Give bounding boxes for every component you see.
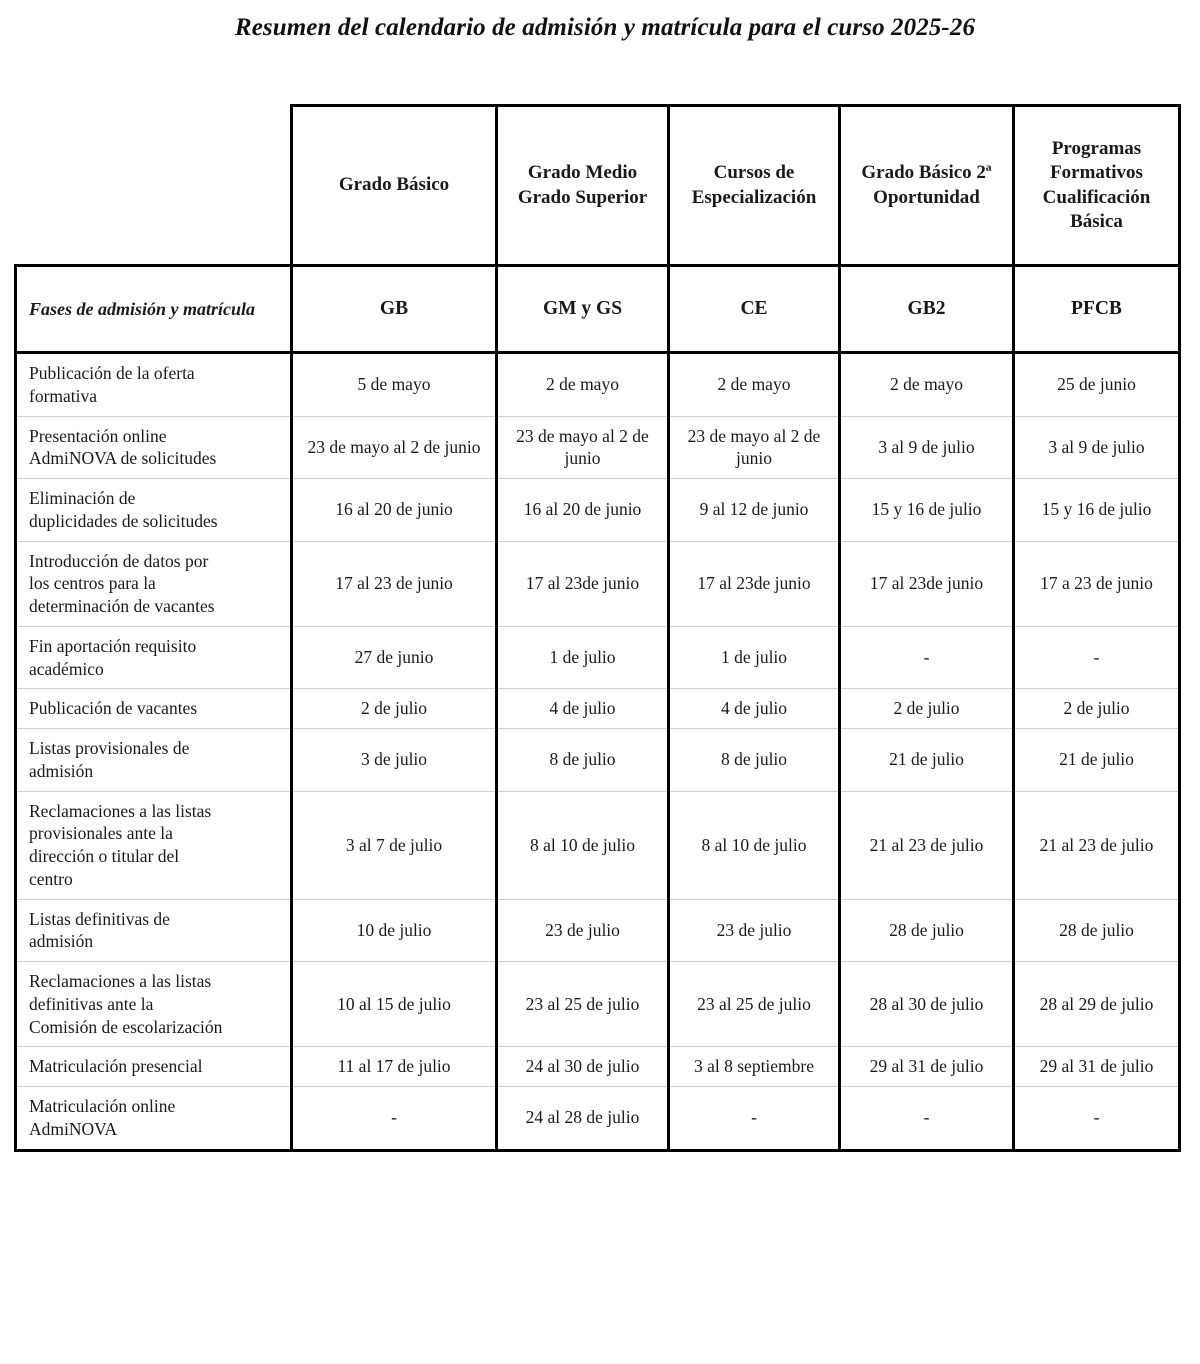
row-label-line: admisión [29, 760, 94, 781]
cell-gb: 10 de julio [292, 899, 497, 962]
row-label-line: Reclamaciones a las listas [29, 971, 212, 991]
cell-pfcb: 21 al 23 de julio [1014, 791, 1180, 899]
row-label [16, 416, 292, 479]
cell-gb: 3 al 7 de julio [292, 791, 497, 899]
row-label-line: Eliminación de [29, 488, 136, 508]
table-row [16, 479, 1180, 542]
col-header-line: Cualificación [1042, 186, 1151, 208]
row-label-line: académico [29, 658, 104, 679]
cell-ce: 2 de mayo [669, 353, 840, 417]
cell-gb: 3 de julio [292, 729, 497, 792]
cell-gb2: 29 al 31 de julio [840, 1047, 1014, 1087]
cell-ce: 23 de julio [669, 899, 840, 962]
cell-gb: 5 de mayo [292, 353, 497, 417]
abbrev-header-gb2: GB2 [840, 266, 1014, 353]
table-row [16, 353, 1180, 417]
row-label-line: Listas definitivas de [29, 908, 170, 929]
cell-gmgs: 24 al 30 de julio [497, 1047, 669, 1087]
cell-gb2: 21 al 23 de julio [840, 791, 1014, 899]
row-label [16, 962, 292, 1047]
cell-gb: 17 al 23 de junio [292, 541, 497, 626]
col-header-line: Cursos de [713, 162, 795, 184]
abbrev-header-pfcb: PFCB [1014, 266, 1180, 353]
table-row [16, 416, 1180, 479]
cell-gmgs: 16 al 20 de junio [497, 479, 669, 542]
cell-pfcb: 25 de junio [1014, 353, 1180, 417]
row-label-line: Introducción de datos por [29, 550, 209, 571]
table-row [16, 1047, 1180, 1087]
cell-gmgs: 8 al 10 de julio [497, 791, 669, 899]
cell-gb: 2 de julio [292, 689, 497, 729]
col-header-line: Grado Medio [527, 162, 638, 184]
row-label-line: centro [29, 868, 73, 889]
col-header-line: Grado Básico 2ª [861, 162, 992, 184]
col-header-line: Grado Superior [517, 186, 648, 208]
row-label-line: Publicación de vacantes [29, 698, 198, 719]
cell-gmgs: 2 de mayo [497, 353, 669, 417]
cell-ce: 23 de mayo al 2 de junio [669, 416, 840, 479]
cell-ce: 8 de julio [669, 729, 840, 792]
column-header-fases: Fases de admisión y matrícula [16, 266, 292, 353]
cell-pfcb: 21 de julio [1014, 729, 1180, 792]
cell-ce: 3 al 8 septiembre [669, 1047, 840, 1087]
cell-gb2: 21 de julio [840, 729, 1014, 792]
row-label-line: Listas provisionales de [29, 738, 190, 758]
cell-gb: - [292, 1087, 497, 1151]
row-label-line: definitivas ante la [29, 993, 154, 1014]
cell-ce: 8 al 10 de julio [669, 791, 840, 899]
cell-gb2: 2 de julio [840, 689, 1014, 729]
row-label [16, 689, 292, 729]
row-label [16, 1087, 292, 1151]
col-header-line: Básica [1070, 210, 1123, 232]
column-header-cursos-especializacion [669, 106, 840, 266]
row-label [16, 1047, 292, 1087]
table-row [16, 1087, 1180, 1151]
cell-pfcb: 28 de julio [1014, 899, 1180, 962]
cell-gb2: 28 al 30 de julio [840, 962, 1014, 1047]
row-label [16, 791, 292, 899]
row-label-line: Presentación online [29, 425, 167, 446]
row-label-line: Publicación de la oferta [29, 363, 195, 383]
row-label-line: Matriculación presencial [29, 1056, 203, 1077]
row-label-line: duplicidades de solicitudes [29, 510, 218, 531]
column-header-programas-formativos-cualificacion-basica [1014, 106, 1180, 266]
cell-ce: 23 al 25 de julio [669, 962, 840, 1047]
col-header-line: Programas [1051, 137, 1142, 159]
cell-gmgs: 24 al 28 de julio [497, 1087, 669, 1151]
cell-gmgs: 23 de mayo al 2 de junio [497, 416, 669, 479]
row-label-line: provisionales ante la [29, 823, 173, 844]
cell-gmgs: 23 de julio [497, 899, 669, 962]
cell-pfcb: - [1014, 626, 1180, 689]
row-label [16, 729, 292, 792]
table-row [16, 899, 1180, 962]
cell-pfcb: 3 al 9 de julio [1014, 416, 1180, 479]
cell-gb2: 3 al 9 de julio [840, 416, 1014, 479]
row-label-line: AdmiNOVA de solicitudes [29, 448, 217, 469]
header-corner-blank [16, 106, 292, 266]
col-header-line: Grado Básico [338, 174, 450, 196]
cell-gmgs: 23 al 25 de julio [497, 962, 669, 1047]
cell-ce: - [669, 1087, 840, 1151]
cell-pfcb: - [1014, 1087, 1180, 1151]
cell-gb: 27 de junio [292, 626, 497, 689]
table-row [16, 791, 1180, 899]
calendar-table-container [14, 104, 1178, 1152]
column-header-grado-basico-2a-oportunidad [840, 106, 1014, 266]
row-label-line: Matriculación online [29, 1096, 176, 1116]
row-label-line: AdmiNOVA [29, 1118, 118, 1139]
page-title: Resumen del calendario de admisión y matrícula para el curso 2025-26 [234, 14, 976, 41]
column-header-grado-basico [292, 106, 497, 266]
row-label [16, 541, 292, 626]
col-header-line: Especialización [691, 186, 817, 208]
row-label-line: Reclamaciones a las listas [29, 800, 212, 821]
cell-gmgs: 1 de julio [497, 626, 669, 689]
cell-gb: 10 al 15 de julio [292, 962, 497, 1047]
cell-ce: 4 de julio [669, 689, 840, 729]
cell-gb2: 17 al 23de junio [840, 541, 1014, 626]
admission-calendar-table [14, 104, 1181, 1152]
row-label [16, 479, 292, 542]
row-label-line: determinación de vacantes [29, 596, 215, 616]
table-row [16, 962, 1180, 1047]
cell-pfcb: 15 y 16 de julio [1014, 479, 1180, 542]
cell-gb2: 28 de julio [840, 899, 1014, 962]
abbrev-header-gmgs: GM y GS [497, 266, 669, 353]
cell-pfcb: 29 al 31 de julio [1014, 1047, 1180, 1087]
cell-gb: 23 de mayo al 2 de junio [292, 416, 497, 479]
abbrev-header-gb: GB [292, 266, 497, 353]
col-header-line: Oportunidad [873, 186, 980, 208]
cell-pfcb: 17 a 23 de junio [1014, 541, 1180, 626]
table-row [16, 729, 1180, 792]
cell-pfcb: 28 al 29 de julio [1014, 962, 1180, 1047]
cell-ce: 17 al 23de junio [669, 541, 840, 626]
row-label [16, 626, 292, 689]
row-label [16, 899, 292, 962]
cell-gb2: 2 de mayo [840, 353, 1014, 417]
abbrev-header-ce: CE [669, 266, 840, 353]
cell-pfcb: 2 de julio [1014, 689, 1180, 729]
table-header [16, 106, 1180, 353]
cell-gb2: - [840, 626, 1014, 689]
row-label-line: Fin aportación requisito [29, 635, 197, 656]
cell-gb: 11 al 17 de julio [292, 1047, 497, 1087]
cell-ce: 9 al 12 de junio [669, 479, 840, 542]
cell-gb2: 15 y 16 de julio [840, 479, 1014, 542]
table-body [16, 353, 1180, 1151]
row-label-line: formativa [29, 385, 98, 406]
row-label-line: admisión [29, 931, 94, 952]
table-row [16, 626, 1180, 689]
cell-gmgs: 17 al 23de junio [497, 541, 669, 626]
cell-gb2: - [840, 1087, 1014, 1151]
header-row-programs [16, 106, 1180, 266]
table-row [16, 541, 1180, 626]
col-header-line: Formativos [1050, 162, 1143, 184]
cell-gb: 16 al 20 de junio [292, 479, 497, 542]
header-row-abbreviations [16, 266, 1180, 353]
row-label-line: los centros para la [29, 573, 156, 594]
row-label-line: dirección o titular del [29, 846, 180, 866]
row-label [16, 353, 292, 417]
column-header-grado-medio-superior [497, 106, 669, 266]
cell-gmgs: 4 de julio [497, 689, 669, 729]
table-row [16, 689, 1180, 729]
cell-ce: 1 de julio [669, 626, 840, 689]
cell-gmgs: 8 de julio [497, 729, 669, 792]
row-label-line: Comisión de escolarización [29, 1016, 223, 1037]
